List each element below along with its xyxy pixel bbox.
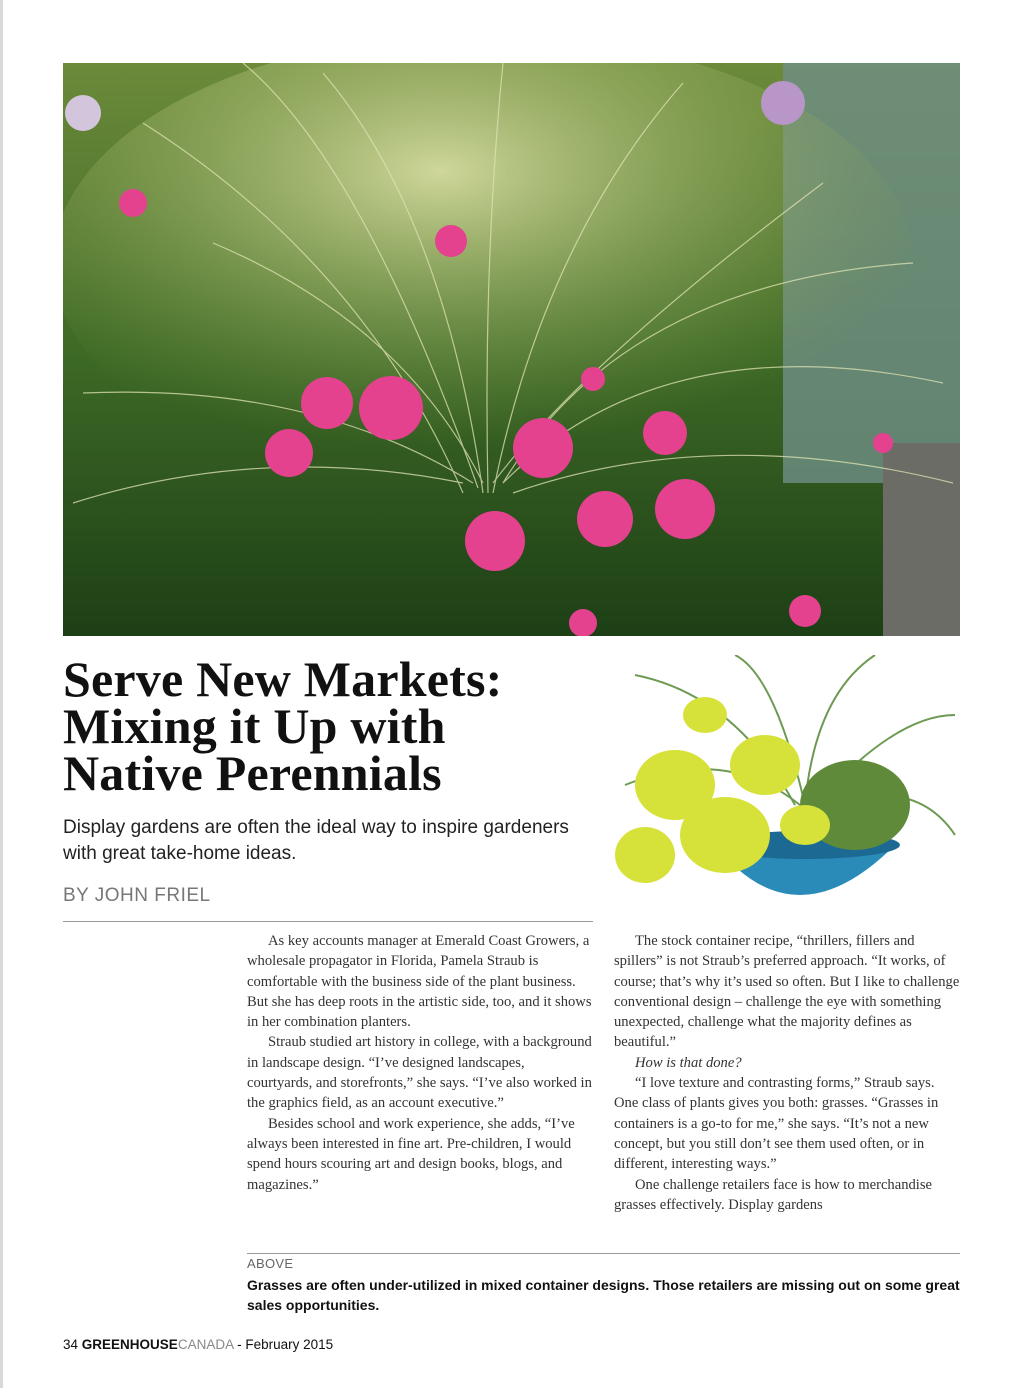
body-column-2 — [614, 931, 960, 1215]
divider — [63, 921, 593, 922]
hero-photo — [63, 63, 960, 636]
body-paragraph: The stock container recipe, “thrillers, fillers and spillers” is not Straub’s preferred approach. “It works, of course; that’s why it’s used so often. But I like to challenge conventional design – challenge the eye with something unexpected, challenge what the majority defines as beautiful.” — [614, 933, 960, 1051]
body-paragraph: “I love texture and contrasting forms,” Straub says. One class of plants gives you both: grasses. “Grasses in containers is a go-to for me,” she says. “It’s not a new concept, but you still don’t see them used often, or in different, interesting ways.” — [614, 1075, 939, 1173]
byline: BY JOHN FRIEL — [63, 885, 211, 906]
headline-line-2: Mixing it Up with — [63, 698, 446, 754]
container-planter-photo — [615, 655, 961, 921]
body-paragraph: Besides school and work experience, she adds, “I’ve always been interested in fine art. Pre-children, I would spend hours scouring art and design books, blogs, and magazines.” — [247, 1115, 575, 1193]
body-paragraph: One challenge retailers face is how to merchandise grasses effectively. Display gardens — [614, 1176, 933, 1213]
headline-line-3: Native Perennials — [63, 745, 442, 801]
caption-text: Grasses are often under-utilized in mixed container designs. Those retailers are missing out on some great sales opportunities. — [247, 1277, 960, 1313]
caption-label: ABOVE — [247, 1256, 294, 1271]
article-deck: Display gardens are often the ideal way to inspire gardeners with great take-home ideas. — [63, 817, 569, 864]
page-edge — [0, 0, 3, 1388]
caption-divider — [247, 1253, 960, 1254]
headline-line-1: Serve New Markets: — [63, 651, 503, 707]
magazine-name-suffix: CANADA — [177, 1337, 234, 1352]
issue-date: - February 2015 — [237, 1337, 334, 1352]
body-paragraph: Straub studied art history in college, with a background in landscape design. “I’ve designed landscapes, courtyards, and storefronts,” she says. “I’ve also worked in the graphics field, as an account executive.” — [247, 1034, 592, 1112]
body-paragraph: As key accounts manager at Emerald Coast Growers, a wholesale propagator in Florida, Pamela Straub is comfortable with the business side of the plant business. But she has deep roots in the artistic side, too, and it shows in her combination planters. — [247, 933, 592, 1031]
magazine-name: GREENHOUSE — [81, 1337, 178, 1352]
page-number: 34 — [63, 1337, 79, 1352]
article-headline — [63, 651, 603, 801]
page-folio — [63, 1337, 333, 1352]
body-column-1 — [247, 931, 593, 1195]
body-paragraph-question: How is that done? — [635, 1054, 742, 1071]
